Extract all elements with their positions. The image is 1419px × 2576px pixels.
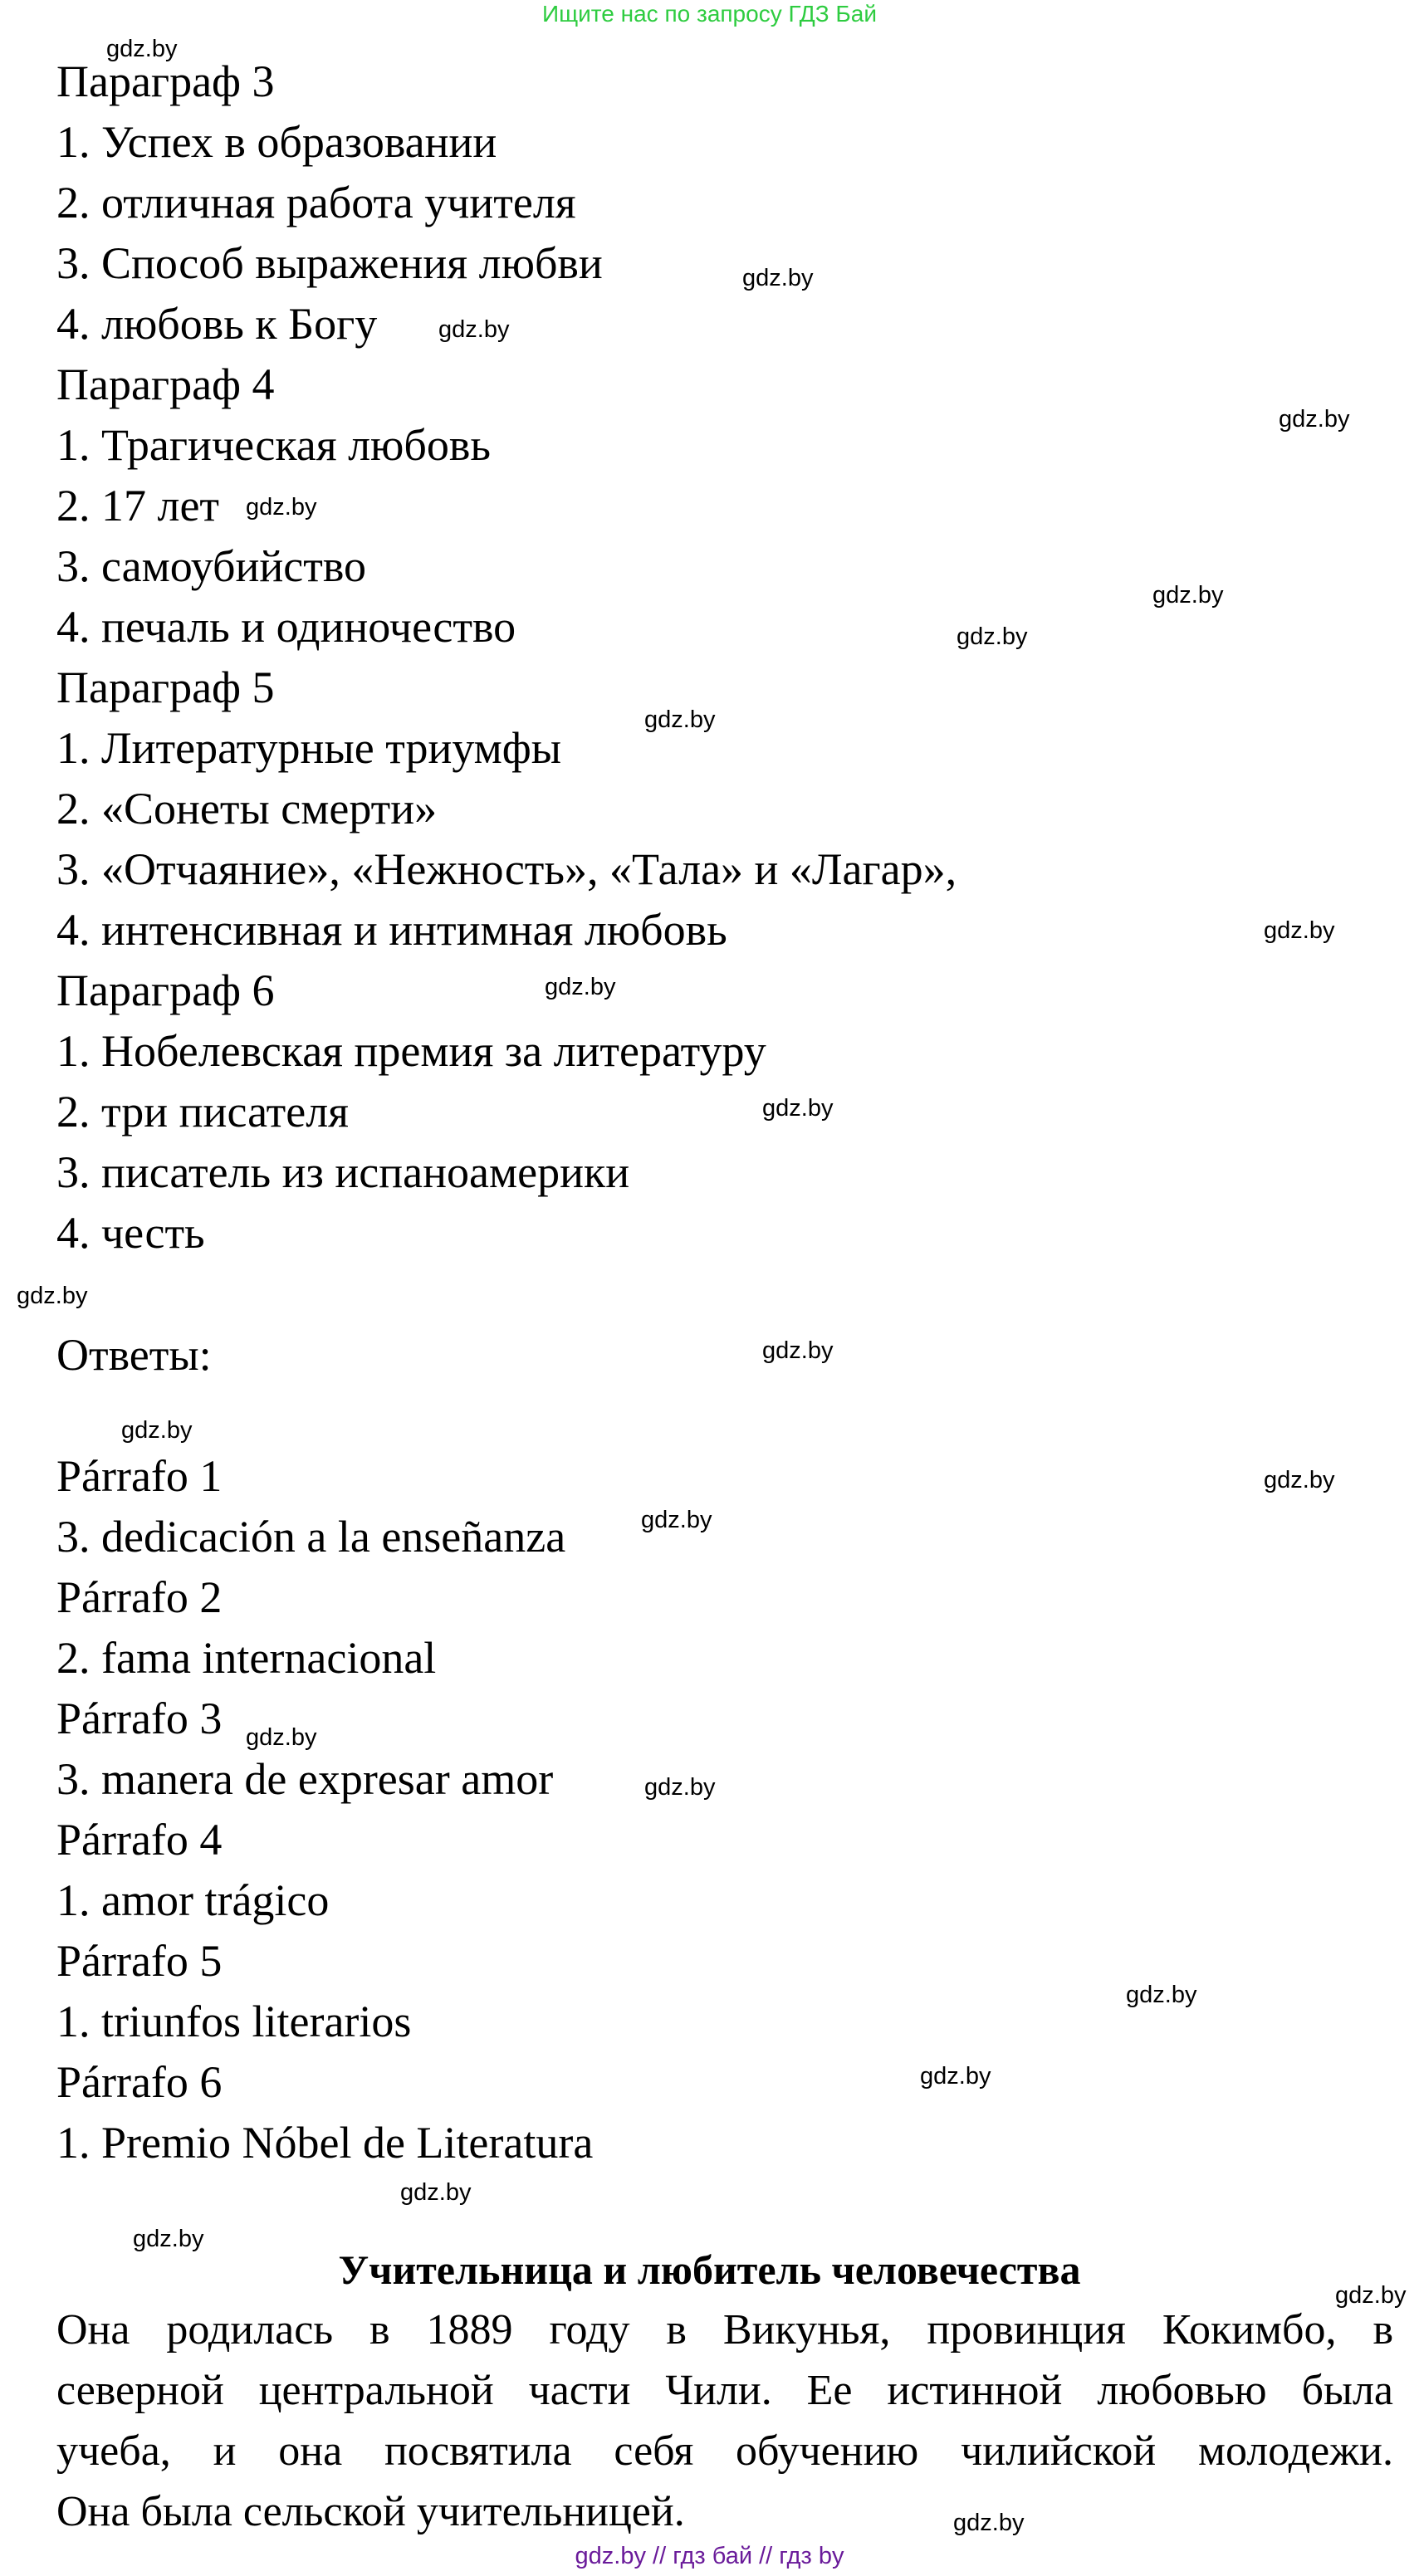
paragraph-line: Она родилась в 1889 году в Викунья, провинция Кокимбо, в	[56, 2306, 1393, 2354]
answer-line: 1. triunfos literarios	[56, 1997, 412, 2046]
parrafo-heading: Párrafo 2	[56, 1572, 223, 1622]
answer-line: 3. manera de expresar amor	[56, 1754, 554, 1804]
paragraph-heading: Параграф 6	[56, 965, 275, 1015]
watermark: gdz.by	[1152, 582, 1224, 609]
paragraph-line: северной центральной части Чили. Ее истинной любовью была	[56, 2367, 1393, 2414]
answer-line: 2. три писателя	[56, 1087, 350, 1136]
watermark: gdz.by	[957, 623, 1028, 650]
watermark: gdz.by	[762, 1095, 834, 1122]
answer-line: 2. fama internacional	[56, 1633, 437, 1683]
footer: gdz.by // гдз бай // гдз by	[575, 2543, 844, 2569]
paragraph-line: Она была сельской учительницей.	[56, 2488, 685, 2535]
answer-line: 3. dedicación a la enseñanza	[56, 1512, 566, 1562]
watermark: gdz.by	[133, 2226, 204, 2252]
answer-line: 1. Нобелевская премия за литературу	[56, 1026, 766, 1076]
watermark: gdz.by	[121, 1417, 193, 1444]
answer-line: 3. Способ выражения любви	[56, 238, 603, 288]
answer-line: 1. Трагическая любовь	[56, 420, 491, 470]
watermark: gdz.by	[762, 1337, 834, 1364]
answer-line: 4. печаль и одиночество	[56, 602, 516, 652]
answer-line: 2. «Сонеты смерти»	[56, 784, 438, 833]
answer-line: 1. Premio Nóbel de Literatura	[56, 2118, 594, 2168]
paragraph-line: учеба, и она посвятила себя обучению чилийской молодежи.	[56, 2427, 1393, 2475]
answer-line: 1. amor trágico	[56, 1875, 330, 1925]
watermark: gdz.by	[400, 2179, 472, 2206]
parrafo-heading: Párrafo 6	[56, 2057, 223, 2107]
watermark: gdz.by	[1279, 406, 1350, 433]
answer-line: 3. самоубийство	[56, 541, 366, 591]
watermark: gdz.by	[106, 36, 178, 62]
paragraph-heading: Параграф 3	[56, 56, 275, 106]
parrafo-heading: Párrafo 3	[56, 1694, 223, 1743]
top-banner: Ищите нас по запросу ГДЗ Бай	[541, 1, 878, 27]
watermark: gdz.by	[953, 2510, 1025, 2536]
answer-line: 3. «Отчаяние», «Нежность», «Тала» и «Лагар»,	[56, 844, 957, 894]
answer-line: 1. Успех в образовании	[56, 117, 497, 167]
answer-line: 2. отличная работа учителя	[56, 178, 576, 227]
parrafo-heading: Párrafo 1	[56, 1451, 223, 1501]
watermark: gdz.by	[438, 316, 510, 343]
watermark: gdz.by	[1335, 2282, 1407, 2309]
answer-line: 1. Литературные триумфы	[56, 723, 562, 773]
parrafo-heading: Párrafo 4	[56, 1815, 223, 1865]
watermark: gdz.by	[644, 706, 716, 733]
watermark: gdz.by	[1264, 917, 1335, 944]
answer-line: 3. писатель из испаноамерики	[56, 1147, 630, 1197]
watermark: gdz.by	[246, 494, 317, 521]
watermark: gdz.by	[17, 1283, 88, 1309]
section-heading: Учительница и любитель человечества	[338, 2246, 1081, 2293]
answer-line: 2. 17 лет	[56, 481, 220, 530]
watermark: gdz.by	[545, 974, 616, 1000]
watermark: gdz.by	[246, 1724, 317, 1751]
watermark: gdz.by	[920, 2063, 991, 2090]
parrafo-heading: Párrafo 5	[56, 1936, 223, 1986]
answer-line: 4. интенсивная и интимная любовь	[56, 905, 727, 955]
answers-heading: Ответы:	[56, 1330, 212, 1380]
answer-line: 4. любовь к Богу	[56, 299, 378, 349]
paragraph-heading: Параграф 4	[56, 359, 275, 409]
watermark: gdz.by	[644, 1774, 716, 1801]
watermark: gdz.by	[1126, 1982, 1197, 2008]
watermark: gdz.by	[1264, 1467, 1335, 1493]
paragraph-heading: Параграф 5	[56, 662, 275, 712]
watermark: gdz.by	[641, 1507, 712, 1533]
watermark: gdz.by	[742, 265, 814, 291]
answer-line: 4. честь	[56, 1208, 205, 1258]
